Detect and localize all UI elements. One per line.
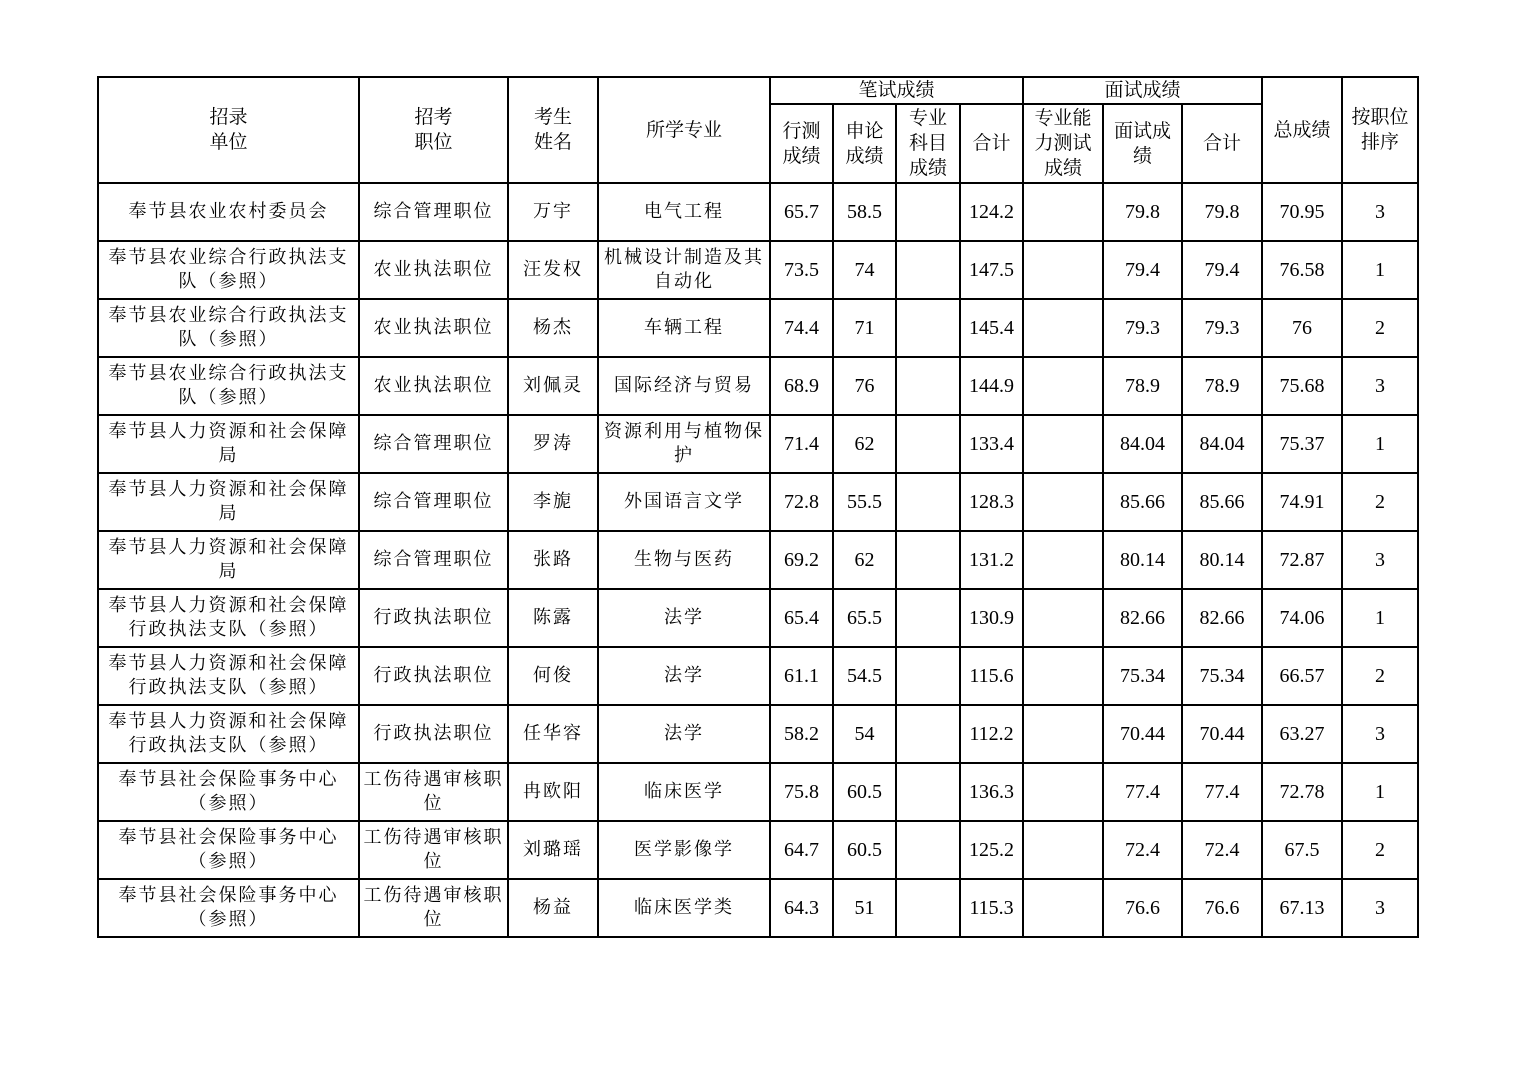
unit-cell: 奉节县人力资源和社会保障行政执法支队（参照） [98,589,359,647]
header-position: 招考 职位 [359,77,508,183]
ability-cell [1023,531,1103,589]
table-row [98,241,1418,299]
table-row [98,357,1418,415]
total-cell: 75.68 [1262,357,1342,415]
position-cell: 综合管理职位 [359,415,508,473]
subject-cell [896,183,960,241]
subject-cell [896,705,960,763]
shenlun-cell: 51 [833,879,896,937]
unit-cell: 奉节县社会保险事务中心（参照） [98,763,359,821]
interview-cell: 79.8 [1103,183,1182,241]
unit-cell: 奉节县人力资源和社会保障行政执法支队（参照） [98,705,359,763]
name-cell: 汪发权 [508,241,598,299]
written-sum-cell: 130.9 [960,589,1023,647]
table-row [98,879,1418,937]
shenlun-cell: 55.5 [833,473,896,531]
position-cell: 工伤待遇审核职位 [359,821,508,879]
subject-cell [896,531,960,589]
unit-cell: 奉节县人力资源和社会保障局 [98,473,359,531]
table-row [98,183,1418,241]
shenlun-cell: 65.5 [833,589,896,647]
name-cell: 罗涛 [508,415,598,473]
written-sum-cell: 112.2 [960,705,1023,763]
interview-sum-cell: 80.14 [1182,531,1262,589]
interview-cell: 79.4 [1103,241,1182,299]
unit-cell: 奉节县农业综合行政执法支队（参照） [98,299,359,357]
written-sum-cell: 136.3 [960,763,1023,821]
written-sum-cell: 124.2 [960,183,1023,241]
shenlun-cell: 71 [833,299,896,357]
total-cell: 74.06 [1262,589,1342,647]
interview-sum-cell: 84.04 [1182,415,1262,473]
written-sum-cell: 133.4 [960,415,1023,473]
total-cell: 74.91 [1262,473,1342,531]
table-row [98,589,1418,647]
interview-cell: 82.66 [1103,589,1182,647]
name-cell: 张路 [508,531,598,589]
total-cell: 72.78 [1262,763,1342,821]
ability-cell [1023,589,1103,647]
header-ability: 专业能 力测试 成绩 [1023,104,1103,183]
shenlun-cell: 62 [833,531,896,589]
position-cell: 农业执法职位 [359,241,508,299]
header-major: 所学专业 [598,77,770,183]
xingce-cell: 68.9 [770,357,833,415]
major-cell: 资源利用与植物保护 [598,415,770,473]
major-cell: 生物与医药 [598,531,770,589]
name-cell: 何俊 [508,647,598,705]
rank-cell: 3 [1342,531,1418,589]
shenlun-cell: 76 [833,357,896,415]
interview-sum-cell: 76.6 [1182,879,1262,937]
position-cell: 工伤待遇审核职位 [359,879,508,937]
rank-cell: 1 [1342,241,1418,299]
position-cell: 综合管理职位 [359,183,508,241]
rank-cell: 2 [1342,473,1418,531]
written-sum-cell: 115.3 [960,879,1023,937]
ability-cell [1023,879,1103,937]
position-cell: 综合管理职位 [359,531,508,589]
rank-cell: 1 [1342,589,1418,647]
xingce-cell: 65.4 [770,589,833,647]
table-body [98,183,1418,937]
ability-cell [1023,821,1103,879]
xingce-cell: 64.7 [770,821,833,879]
xingce-cell: 65.7 [770,183,833,241]
total-cell: 70.95 [1262,183,1342,241]
interview-sum-cell: 72.4 [1182,821,1262,879]
rank-cell: 1 [1342,415,1418,473]
table-row [98,705,1418,763]
interview-cell: 75.34 [1103,647,1182,705]
position-cell: 农业执法职位 [359,299,508,357]
table-row [98,647,1418,705]
subject-cell [896,589,960,647]
subject-cell [896,357,960,415]
name-cell: 万宇 [508,183,598,241]
ability-cell [1023,241,1103,299]
major-cell: 机械设计制造及其自动化 [598,241,770,299]
written-sum-cell: 131.2 [960,531,1023,589]
position-cell: 农业执法职位 [359,357,508,415]
table-row [98,821,1418,879]
name-cell: 陈露 [508,589,598,647]
unit-cell: 奉节县人力资源和社会保障行政执法支队（参照） [98,647,359,705]
header-unit: 招录 单位 [98,77,359,183]
ability-cell [1023,415,1103,473]
interview-cell: 84.04 [1103,415,1182,473]
interview-cell: 77.4 [1103,763,1182,821]
total-cell: 75.37 [1262,415,1342,473]
rank-cell: 3 [1342,705,1418,763]
name-cell: 李旎 [508,473,598,531]
total-cell: 66.57 [1262,647,1342,705]
header-total: 总成绩 [1262,77,1342,183]
table-row [98,763,1418,821]
subject-cell [896,241,960,299]
major-cell: 外国语言文学 [598,473,770,531]
interview-sum-cell: 77.4 [1182,763,1262,821]
score-table [97,76,1419,938]
header-interview-group: 面试成绩 [1023,77,1262,104]
interview-cell: 79.3 [1103,299,1182,357]
position-cell: 行政执法职位 [359,589,508,647]
interview-sum-cell: 78.9 [1182,357,1262,415]
header-name: 考生 姓名 [508,77,598,183]
header-written-sum: 合计 [960,104,1023,183]
interview-sum-cell: 79.3 [1182,299,1262,357]
total-cell: 76 [1262,299,1342,357]
position-cell: 行政执法职位 [359,705,508,763]
name-cell: 杨益 [508,879,598,937]
position-cell: 工伤待遇审核职位 [359,763,508,821]
major-cell: 法学 [598,647,770,705]
name-cell: 任华容 [508,705,598,763]
written-sum-cell: 128.3 [960,473,1023,531]
total-cell: 63.27 [1262,705,1342,763]
subject-cell [896,647,960,705]
written-sum-cell: 125.2 [960,821,1023,879]
major-cell: 临床医学 [598,763,770,821]
xingce-cell: 61.1 [770,647,833,705]
interview-cell: 78.9 [1103,357,1182,415]
written-sum-cell: 115.6 [960,647,1023,705]
major-cell: 医学影像学 [598,821,770,879]
major-cell: 临床医学类 [598,879,770,937]
total-cell: 67.13 [1262,879,1342,937]
header-interview-sum: 合计 [1182,104,1262,183]
unit-cell: 奉节县社会保险事务中心（参照） [98,821,359,879]
rank-cell: 2 [1342,647,1418,705]
subject-cell [896,415,960,473]
major-cell: 法学 [598,705,770,763]
xingce-cell: 75.8 [770,763,833,821]
table-row [98,531,1418,589]
written-sum-cell: 145.4 [960,299,1023,357]
unit-cell: 奉节县农业综合行政执法支队（参照） [98,241,359,299]
interview-sum-cell: 79.8 [1182,183,1262,241]
interview-sum-cell: 82.66 [1182,589,1262,647]
interview-sum-cell: 75.34 [1182,647,1262,705]
table-row [98,299,1418,357]
rank-cell: 2 [1342,821,1418,879]
subject-cell [896,473,960,531]
header-subject: 专业 科目 成绩 [896,104,960,183]
table-row [98,415,1418,473]
rank-cell: 1 [1342,763,1418,821]
ability-cell [1023,357,1103,415]
interview-cell: 80.14 [1103,531,1182,589]
subject-cell [896,299,960,357]
total-cell: 76.58 [1262,241,1342,299]
rank-cell: 2 [1342,299,1418,357]
header-xingce: 行测 成绩 [770,104,833,183]
shenlun-cell: 54 [833,705,896,763]
shenlun-cell: 54.5 [833,647,896,705]
name-cell: 刘佩灵 [508,357,598,415]
ability-cell [1023,763,1103,821]
unit-cell: 奉节县农业农村委员会 [98,183,359,241]
major-cell: 车辆工程 [598,299,770,357]
ability-cell [1023,473,1103,531]
rank-cell: 3 [1342,879,1418,937]
header-shenlun: 申论 成绩 [833,104,896,183]
rank-cell: 3 [1342,357,1418,415]
unit-cell: 奉节县人力资源和社会保障局 [98,531,359,589]
unit-cell: 奉节县社会保险事务中心（参照） [98,879,359,937]
name-cell: 刘璐瑶 [508,821,598,879]
unit-cell: 奉节县人力资源和社会保障局 [98,415,359,473]
interview-cell: 70.44 [1103,705,1182,763]
shenlun-cell: 60.5 [833,763,896,821]
position-cell: 行政执法职位 [359,647,508,705]
ability-cell [1023,705,1103,763]
name-cell: 冉欧阳 [508,763,598,821]
written-sum-cell: 144.9 [960,357,1023,415]
subject-cell [896,879,960,937]
xingce-cell: 72.8 [770,473,833,531]
total-cell: 67.5 [1262,821,1342,879]
xingce-cell: 64.3 [770,879,833,937]
interview-sum-cell: 79.4 [1182,241,1262,299]
shenlun-cell: 62 [833,415,896,473]
interview-cell: 76.6 [1103,879,1182,937]
subject-cell [896,821,960,879]
interview-sum-cell: 70.44 [1182,705,1262,763]
ability-cell [1023,647,1103,705]
xingce-cell: 69.2 [770,531,833,589]
written-sum-cell: 147.5 [960,241,1023,299]
total-cell: 72.87 [1262,531,1342,589]
interview-cell: 85.66 [1103,473,1182,531]
ability-cell [1023,183,1103,241]
xingce-cell: 73.5 [770,241,833,299]
shenlun-cell: 58.5 [833,183,896,241]
interview-cell: 72.4 [1103,821,1182,879]
shenlun-cell: 60.5 [833,821,896,879]
ability-cell [1023,299,1103,357]
major-cell: 国际经济与贸易 [598,357,770,415]
subject-cell [896,763,960,821]
xingce-cell: 58.2 [770,705,833,763]
major-cell: 电气工程 [598,183,770,241]
table-row [98,473,1418,531]
rank-cell: 3 [1342,183,1418,241]
xingce-cell: 74.4 [770,299,833,357]
header-interview: 面试成 绩 [1103,104,1182,183]
interview-sum-cell: 85.66 [1182,473,1262,531]
table-header [98,77,1418,183]
xingce-cell: 71.4 [770,415,833,473]
name-cell: 杨杰 [508,299,598,357]
position-cell: 综合管理职位 [359,473,508,531]
major-cell: 法学 [598,589,770,647]
shenlun-cell: 74 [833,241,896,299]
header-written-group: 笔试成绩 [770,77,1023,104]
header-rank: 按职位 排序 [1342,77,1418,183]
unit-cell: 奉节县农业综合行政执法支队（参照） [98,357,359,415]
